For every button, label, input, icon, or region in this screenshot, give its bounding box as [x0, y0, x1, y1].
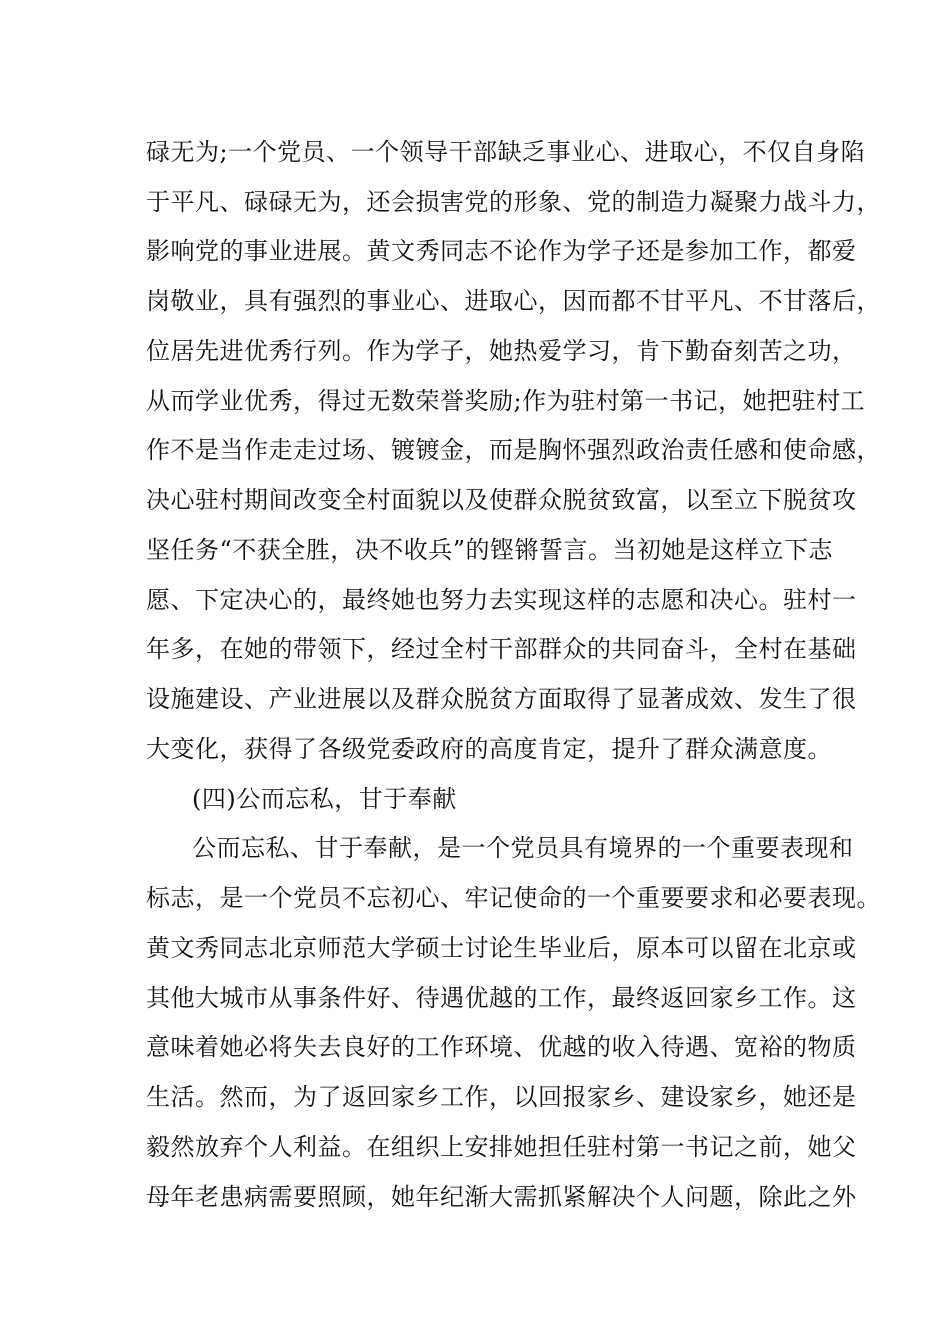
- text-line: 其他大城市从事条件好、待遇优越的工作，最终返回家乡工作。这: [146, 984, 857, 1012]
- text-line: 碌无为;一个党员、一个领导干部缺乏事业心、进取心，不仅自身陷: [146, 138, 866, 166]
- text-line: 大变化，获得了各级党委政府的高度肯定，提升了群众满意度。: [146, 735, 832, 763]
- text-line: 决心驻村期间改变全村面貌以及使群众脱贫致富，以至立下脱贫攻: [146, 486, 857, 514]
- text-line: 年多，在她的带领下，经过全村干部群众的共同奋斗，全村在基础: [146, 635, 857, 663]
- text-line: 从而学业优秀，得过无数荣誉奖励;作为驻村第一书记，她把驻村工: [146, 387, 866, 415]
- text-line: 岗敬业，具有强烈的事业心、进取心，因而都不甘平凡、不甘落后，: [146, 287, 881, 315]
- text-line: 坚任务“不获全胜，决不收兵”的铿锵誓言。当初她是这样立下志: [146, 536, 834, 564]
- text-line: 影响党的事业进展。黄文秀同志不论作为学子还是参加工作，都爱: [146, 237, 857, 265]
- section-heading: (四)公而忘私，甘于奉献: [192, 785, 457, 813]
- text-line: 于平凡、碌碌无为，还会损害党的形象、党的制造力凝聚力战斗力，: [146, 188, 881, 216]
- text-line: 毅然放弃个人利益。在组织上安排她担任驻村第一书记之前，她父: [146, 1133, 857, 1161]
- text-line: 公而忘私、甘于奉献，是一个党员具有境界的一个重要表现和: [192, 834, 854, 862]
- text-line: 母年老患病需要照顾，她年纪渐大需抓紧解决个人问题，除此之外: [146, 1183, 857, 1211]
- text-line: 作不是当作走走过场、镀镀金，而是胸怀强烈政治责任感和使命感，: [146, 436, 881, 464]
- text-line: 愿、下定决心的，最终她也努力去实现这样的志愿和决心。驻村一: [146, 586, 857, 614]
- text-line: 位居先进优秀行列。作为学子，她热爱学习，肯下勤奋刻苦之功，: [146, 337, 857, 365]
- text-line: 生活。然而，为了返回家乡工作，以回报家乡、建设家乡，她还是: [146, 1083, 857, 1111]
- text-line: 黄文秀同志北京师范大学硕士讨论生毕业后，原本可以留在北京或: [146, 934, 857, 962]
- text-line: 意味着她必将失去良好的工作环境、优越的收入待遇、宽裕的物质: [146, 1033, 857, 1061]
- text-line: 设施建设、产业进展以及群众脱贫方面取得了显著成效、发生了很: [146, 685, 857, 713]
- text-line: 标志，是一个党员不忘初心、牢记使命的一个重要要求和必要表现。: [146, 884, 881, 912]
